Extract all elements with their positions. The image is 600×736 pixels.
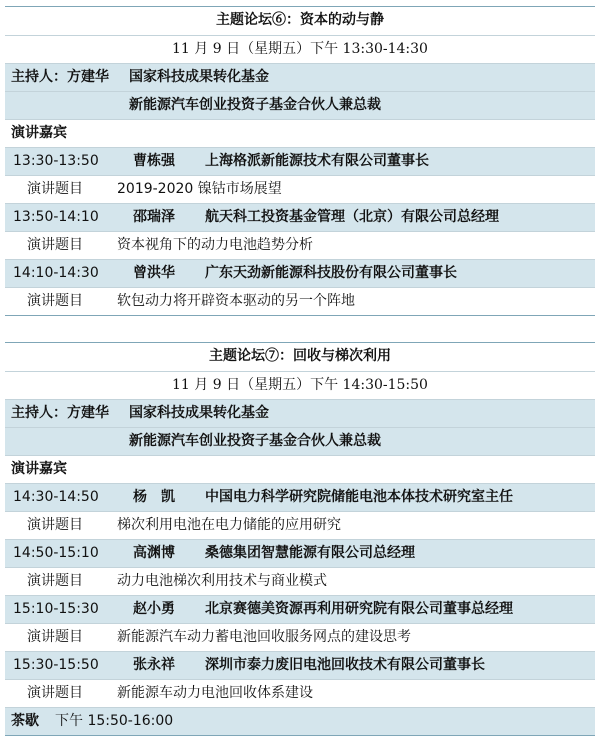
talk-time: 15:10-15:30 [13,601,99,617]
talk-time: 13:50-14:10 [13,209,99,225]
topic-label: 演讲题目 [27,181,83,197]
guests-header-row [5,119,595,147]
talk-time: 14:30-14:50 [13,489,99,505]
speaker-org: 桑德集团智慧能源有限公司总经理 [205,545,415,561]
guests-header-row [5,455,595,483]
topic-label: 演讲题目 [27,293,83,309]
guests-label: 演讲嘉宾 [11,461,67,477]
topic-row [5,231,595,259]
topic-label: 演讲题目 [27,517,83,533]
topic-row [5,679,595,707]
talk-time: 14:50-15:10 [13,545,99,561]
host-row [5,63,595,91]
forum-date: 11 月 9 日（星期五）下午 14:30-15:50 [5,371,595,399]
talk-row [5,595,595,623]
break-time: 下午 15:50-16:00 [55,713,174,729]
talk-time: 14:10-14:30 [13,265,99,281]
host-role-row [5,91,595,119]
topic-text: 资本视角下的动力电池趋势分析 [117,237,313,253]
host-role: 新能源汽车创业投资子基金合伙人兼总裁 [129,97,381,113]
host-org: 国家科技成果转化基金 [129,405,269,421]
topic-text: 软包动力将开辟资本驱动的另一个阵地 [117,293,355,309]
host-label: 主持人：方建华 [11,405,109,421]
host-role: 新能源汽车创业投资子基金合伙人兼总裁 [129,433,381,449]
speaker-name: 曾洪华 [133,265,175,281]
break-label: 茶歇 [11,713,39,729]
speaker-org: 广东天劲新能源科技股份有限公司董事长 [205,265,457,281]
talk-row [5,483,595,511]
topic-label: 演讲题目 [27,685,83,701]
topic-label: 演讲题目 [27,237,83,253]
speaker-name: 张永祥 [133,657,175,673]
topic-text: 梯次利用电池在电力储能的应用研究 [117,517,341,533]
speaker-org: 上海格派新能源技术有限公司董事长 [205,153,429,169]
topic-label: 演讲题目 [27,573,83,589]
forum-date: 11 月 9 日（星期五）下午 13:30-14:30 [5,35,595,63]
speaker-org: 中国电力科学研究院储能电池本体技术研究室主任 [205,489,513,505]
topic-text: 动力电池梯次利用技术与商业模式 [117,573,327,589]
topic-row [5,623,595,651]
guests-label: 演讲嘉宾 [11,125,67,141]
speaker-name: 曹栋强 [133,153,175,169]
topic-row [5,511,595,539]
speaker-name: 杨 凯 [133,489,175,505]
host-role-row [5,427,595,455]
topic-text: 2019-2020 镍钴市场展望 [117,181,282,197]
speaker-org: 北京赛德美资源再利用研究院有限公司董事总经理 [205,601,513,617]
break-row [5,707,595,735]
topic-text: 新能源汽车动力蓄电池回收服务网点的建设思考 [117,629,411,645]
speaker-org: 深圳市泰力废旧电池回收技术有限公司董事长 [205,657,485,673]
host-label: 主持人：方建华 [11,69,109,85]
talk-row [5,651,595,679]
talk-row [5,539,595,567]
talk-time: 13:30-13:50 [13,153,99,169]
forum-7-section [5,342,595,736]
host-org: 国家科技成果转化基金 [129,69,269,85]
forum-title: 主题论坛⑥：资本的动与静 [216,12,384,28]
talk-row [5,259,595,287]
forum-6-section [5,6,595,316]
talk-time: 15:30-15:50 [13,657,99,673]
speaker-name: 高渊博 [133,545,175,561]
topic-row [5,567,595,595]
topic-row [5,175,595,203]
topic-text: 新能源车动力电池回收体系建设 [117,685,313,701]
topic-row [5,287,595,315]
forum-title: 主题论坛⑦：回收与梯次利用 [209,348,391,364]
host-row [5,399,595,427]
talk-row [5,203,595,231]
talk-row [5,147,595,175]
speaker-name: 邵瑞泽 [133,209,175,225]
speaker-name: 赵小勇 [133,601,175,617]
topic-label: 演讲题目 [27,629,83,645]
speaker-org: 航天科工投资基金管理（北京）有限公司总经理 [205,209,499,225]
